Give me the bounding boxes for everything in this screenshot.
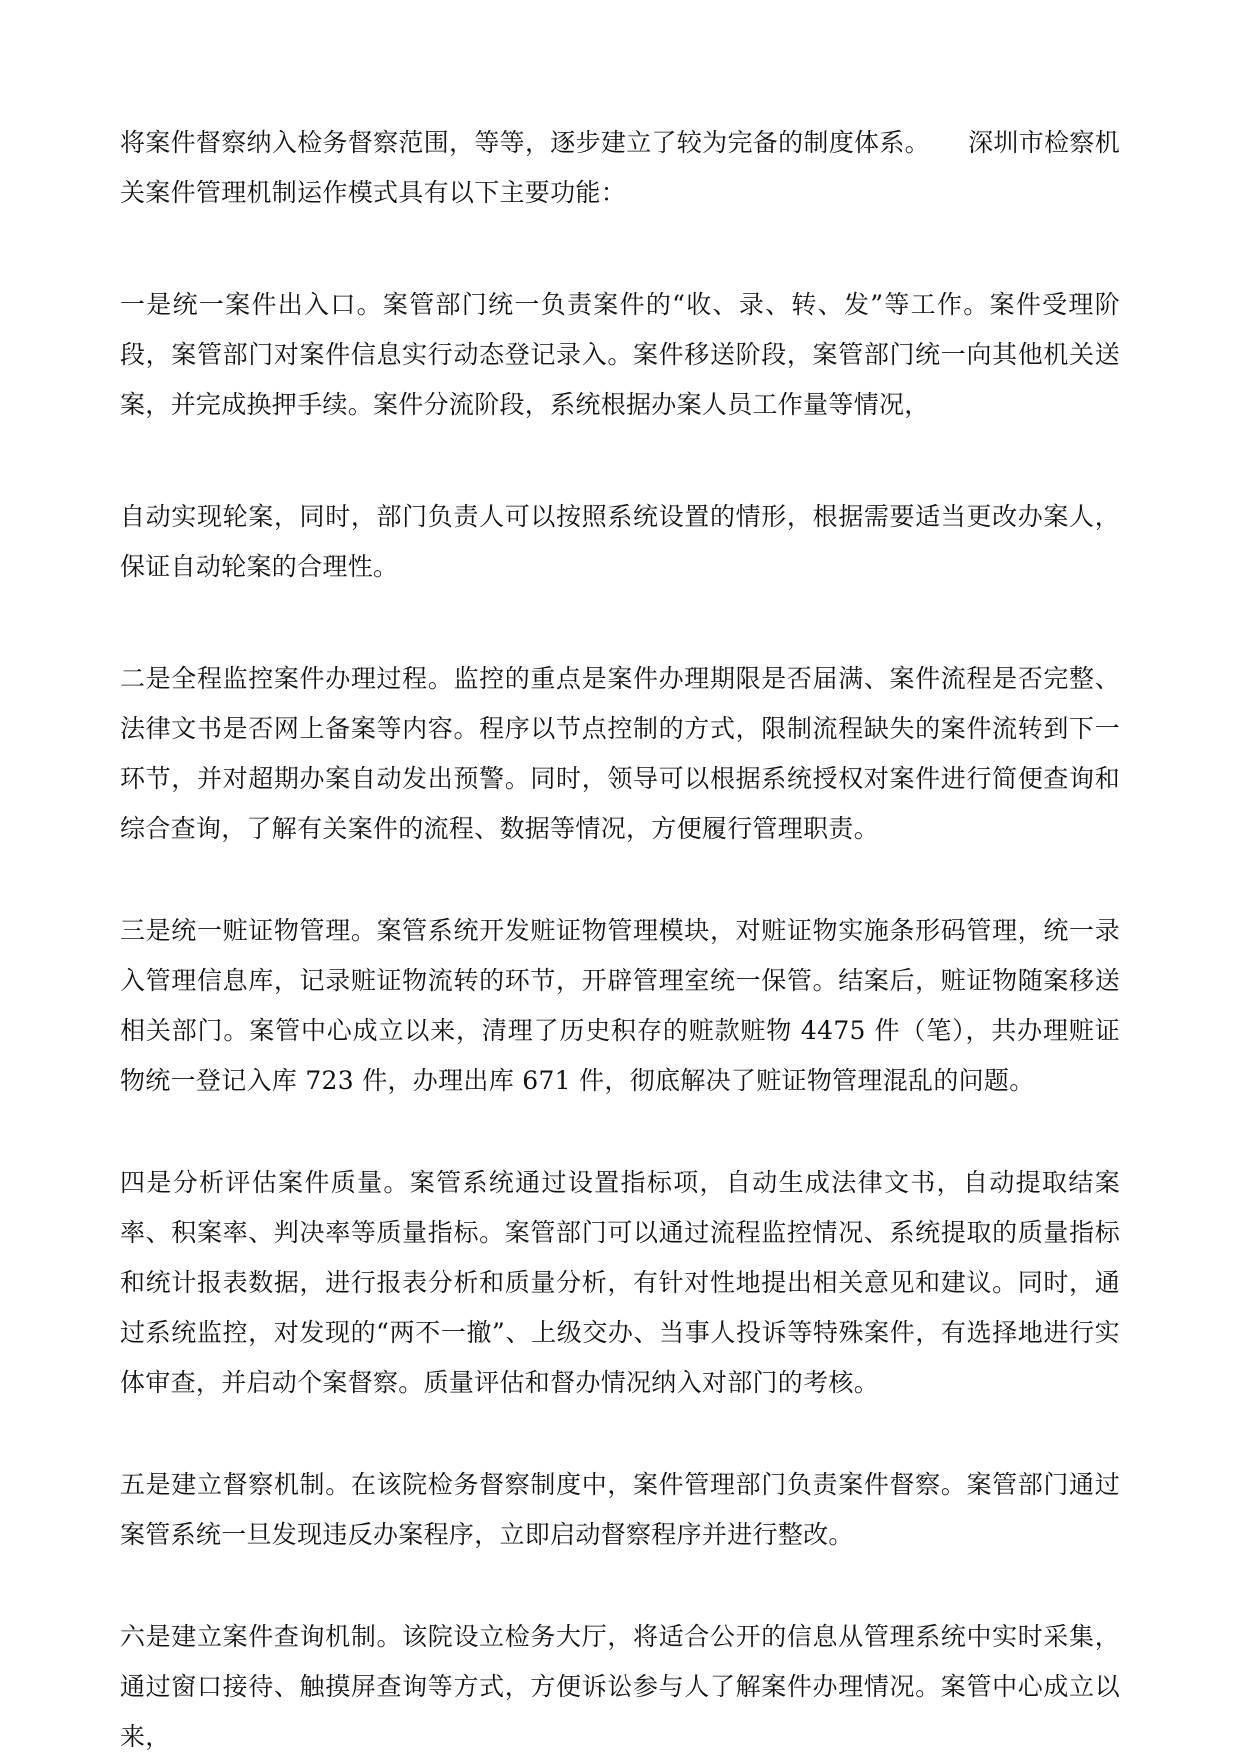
paragraph-function-5: 五是建立督察机制。在该院检务督察制度中，案件管理部门负责案件督察。案管部门通过案管系统一旦发现违反办案程序，立即启动督察程序并进行整改。	[120, 1470, 1120, 1549]
paragraph-function-3: 三是统一赃证物管理。案管系统开发赃证物管理模块，对赃证物实施条形码管理，统一录入管理信息库，记录赃证物流转的环节，开辟管理室统一保管。结案后，赃证物随案移送相关部门。案管中心成立以来，清理了历史积存的赃款赃物 4475 件（笔），共办理赃证物统一登记入库 723 件，办理出库 671 件，彻底解决了赃证物管理混乱的问题。	[120, 916, 1120, 1095]
paragraph-function-4: 四是分析评估案件质量。案管系统通过设置指标项，自动生成法律文书，自动提取结案率、积案率、判决率等质量指标。案管部门可以通过流程监控情况、系统提取的质量指标和统计报表数据，进行报表分析和质量分析，有针对性地提出相关意见和建议。同时，通过系统监控，对发现的“两不一撤”、上级交办、当事人投诉等特殊案件，有选择地进行实体审查，并启动个案督察。质量评估和督办情况纳入对部门的考核。	[120, 1168, 1120, 1397]
paragraph-function-6: 六是建立案件查询机制。该院设立检务大厅，将适合公开的信息从管理系统中实时采集，通过窗口接待、触摸屏查询等方式，方便诉讼参与人了解案件办理情况。案管中心成立以来，	[120, 1622, 1120, 1751]
paragraph-function-2: 二是全程监控案件办理过程。监控的重点是案件办理期限是否届满、案件流程是否完整、法律文书是否网上备案等内容。程序以节点控制的方式，限制流程缺失的案件流转到下一环节，并对超期办案自动发出预警。同时，领导可以根据系统授权对案件进行简便查询和综合查询，了解有关案件的流程、数据等情况，方便履行管理职责。	[120, 664, 1120, 843]
document-page	[120, 118, 1120, 1762]
paragraph-intro: 将案件督察纳入检务督察范围，等等，逐步建立了较为完备的制度体系。 深圳市检察机关案件管理机制运作模式具有以下主要功能：	[120, 128, 1120, 207]
paragraph-function-1-continued: 自动实现轮案，同时，部门负责人可以按照系统设置的情形，根据需要适当更改办案人，保证自动轮案的合理性。	[120, 502, 1120, 581]
paragraph-function-1: 一是统一案件出入口。案管部门统一负责案件的“收、录、转、发”等工作。案件受理阶段，案管部门对案件信息实行动态登记录入。案件移送阶段，案管部门统一向其他机关送案，并完成换押手续。案件分流阶段，系统根据办案人员工作量等情况，	[120, 290, 1120, 419]
